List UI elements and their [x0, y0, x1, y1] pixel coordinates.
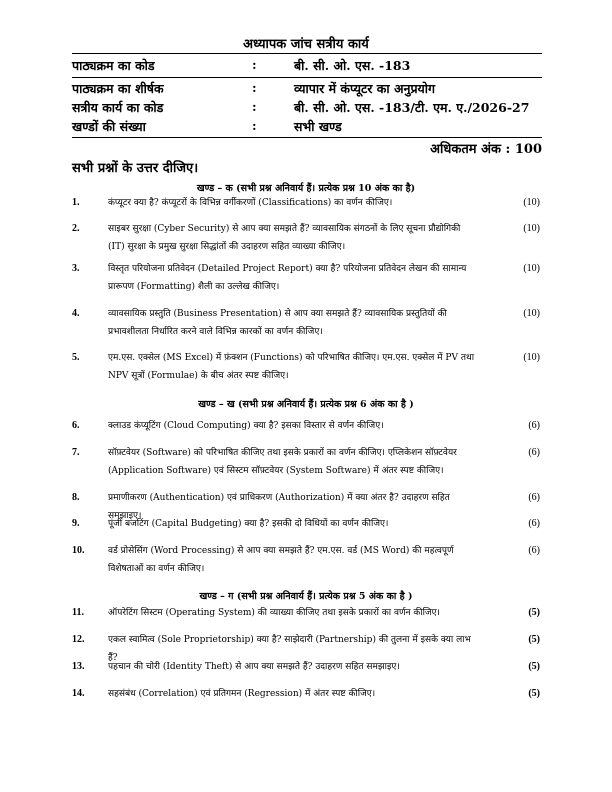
question-marks: (6): [528, 492, 540, 503]
section-c-heading: खण्ड – ग (सभी प्रश्न अनिवार्य हैं। प्रत्येक प्रश्न 5 अंक का है ): [199, 591, 413, 602]
question-number: 5.: [72, 352, 80, 363]
question-marks: (5): [528, 634, 540, 645]
question-marks: (10): [523, 263, 540, 274]
course-code-sep: :: [252, 57, 257, 72]
question-text: एम.एस. एक्सेल (MS Excel) में फ़ंक्शन (Functions) को परिभाषित कीजिए। एम.एस. एक्सेल में PV तथा NPV सूत्रों (Formulae) के बीच अंतर स्पष्ट कीजिए।: [108, 353, 475, 381]
question-number: 13.: [72, 661, 85, 672]
course-title-sep: :: [252, 80, 257, 95]
question-text: क्लाउड कंप्यूटिंग (Cloud Computing) क्या है? इसका विस्तार से वर्णन कीजिए।: [108, 421, 384, 431]
assignment-code-value: बी. सी. ओ. एस. -183/टी. एम. ए./2026-27: [294, 100, 530, 115]
course-title-value: व्यापार में कंप्यूटर का अनुप्रयोग: [294, 81, 436, 96]
question-marks: (5): [528, 661, 540, 672]
course-code-row: [72, 57, 542, 77]
header-bottom-rule: [72, 137, 542, 138]
course-code-value: बी. सी. ओ. एस. -183: [294, 58, 411, 73]
question-text: पहचान की चोरी (Identity Theft) से आप क्या समझते हैं? उदाहरण सहित समझाइए।: [108, 662, 400, 672]
question-text: कंप्यूटर क्या है? कंप्यूटरों के विभिन्न वर्गीकरणों (Classifications) का वर्णन कीजिए।: [108, 198, 393, 208]
instruction: सभी प्रश्नों के उत्तर दीजिए।: [72, 161, 199, 176]
question-marks: (6): [528, 545, 540, 556]
question-number: 6.: [72, 420, 80, 431]
question-marks: (5): [528, 607, 540, 618]
question-marks: (10): [523, 352, 540, 363]
question-text: साइबर सुरक्षा (Cyber Security) से आप क्या समझते हैं? व्यावसायिक संगठनों के लिए सूचना प्रौद्योगिकी (IT) सुरक्षा के प्रमुख सुरक्षा सिद्धांतों की उदाहरण सहित व्याख्या कीजिए।: [108, 224, 461, 252]
question-marks: (6): [528, 420, 540, 431]
question-marks: (6): [528, 447, 540, 458]
question-text: व्यावसायिक प्रस्तुति (Business Presentation) से आप क्या समझते हैं? व्यावसायिक प्रस्तुतियों की प्रभावशीलता निर्धारित करने वाले विभिन्न कारकों का वर्णन कीजिए।: [108, 309, 447, 337]
question-text: वर्ड प्रोसेसिंग (Word Processing) से आप क्या समझते हैं? एम.एस. वर्ड (MS Word) की महत्वपूर्ण विशेषताओं का वर्णन कीजिए।: [108, 546, 454, 574]
assignment-code-label: सत्रीय कार्य का कोड: [72, 100, 164, 115]
question-number: 1.: [72, 197, 80, 208]
question-marks: (10): [523, 223, 540, 234]
blocks-label: खण्डों की संख्या: [72, 119, 146, 134]
assignment-code-row: [72, 99, 542, 119]
question-number: 8.: [72, 492, 80, 503]
question-marks: (10): [523, 197, 540, 208]
question-marks: (10): [523, 308, 540, 319]
section-b-heading: खण्ड – ख (सभी प्रश्न अनिवार्य हैं। प्रत्येक प्रश्न 6 अंक का है ): [198, 399, 414, 410]
question-number: 2.: [72, 223, 80, 234]
blocks-row: [72, 118, 542, 138]
question-text: प्रमाणीकरण (Authentication) एवं प्राधिकरण (Authorization) में क्या अंतर है? उदाहरण सहित समझाइए।: [108, 493, 450, 521]
question-marks: (6): [528, 518, 540, 529]
section-a-heading: खण्ड – क (सभी प्रश्न अनिवार्य हैं। प्रत्येक प्रश्न 10 अंक का है): [196, 183, 416, 194]
max-marks: अधिकतम अंक : 100: [430, 142, 542, 157]
question-number: 14.: [72, 688, 85, 699]
question-text: एकल स्वामित्व (Sole Proprietorship) क्या है? साझेदारी (Partnership) की तुलना में इसके क्या लाभ हैं?: [108, 635, 471, 663]
question-number: 4.: [72, 308, 80, 319]
question-number: 9.: [72, 518, 80, 529]
question-number: 3.: [72, 263, 80, 274]
row-rule-1: [72, 77, 542, 78]
blocks-sep: :: [252, 118, 257, 133]
question-number: 10.: [72, 545, 85, 556]
blocks-value: सभी खण्ड: [294, 119, 342, 134]
assignment-code-sep: :: [252, 99, 257, 114]
question-text: सॉफ़्टवेयर (Software) को परिभाषित कीजिए तथा इसके प्रकारों का वर्णन कीजिए। एप्लिकेशन सॉफ़्टवेयर (Application Software) एवं सिस्टम सॉफ़्टवेयर (System Software) में अंतर स्पष्ट कीजिए।: [108, 448, 457, 476]
page-title: अध्यापक जांच सत्रीय कार्य: [243, 37, 369, 52]
question-number: 7.: [72, 447, 80, 458]
question-number: 11.: [72, 607, 84, 618]
question-text: सहसंबंध (Correlation) एवं प्रतिगमन (Regression) में अंतर स्पष्ट कीजिए।: [108, 689, 376, 699]
question-text: ऑपरेटिंग सिस्टम (Operating System) की व्याख्या कीजिए तथा इसके प्रकारों का वर्णन कीजिए।: [108, 608, 440, 618]
course-title-row: [72, 80, 542, 100]
question-text: विस्तृत परियोजना प्रतिवेदन (Detailed Project Report) क्या है? परियोजना प्रतिवेदन लेखन की सामान्य प्रारूपण (Formatting) शैली का उल्लेख कीजिए।: [108, 264, 467, 292]
course-title-label: पाठ्यक्रम का शीर्षक: [72, 81, 164, 96]
course-code-label: पाठ्यक्रम का कोड: [72, 58, 155, 73]
question-text: पूंजी बजटिंग (Capital Budgeting) क्या है? इसकी दो विधियों का वर्णन कीजिए।: [108, 519, 389, 529]
question-number: 12.: [72, 634, 85, 645]
header-top-rule: [72, 53, 542, 54]
question-marks: (5): [528, 688, 540, 699]
